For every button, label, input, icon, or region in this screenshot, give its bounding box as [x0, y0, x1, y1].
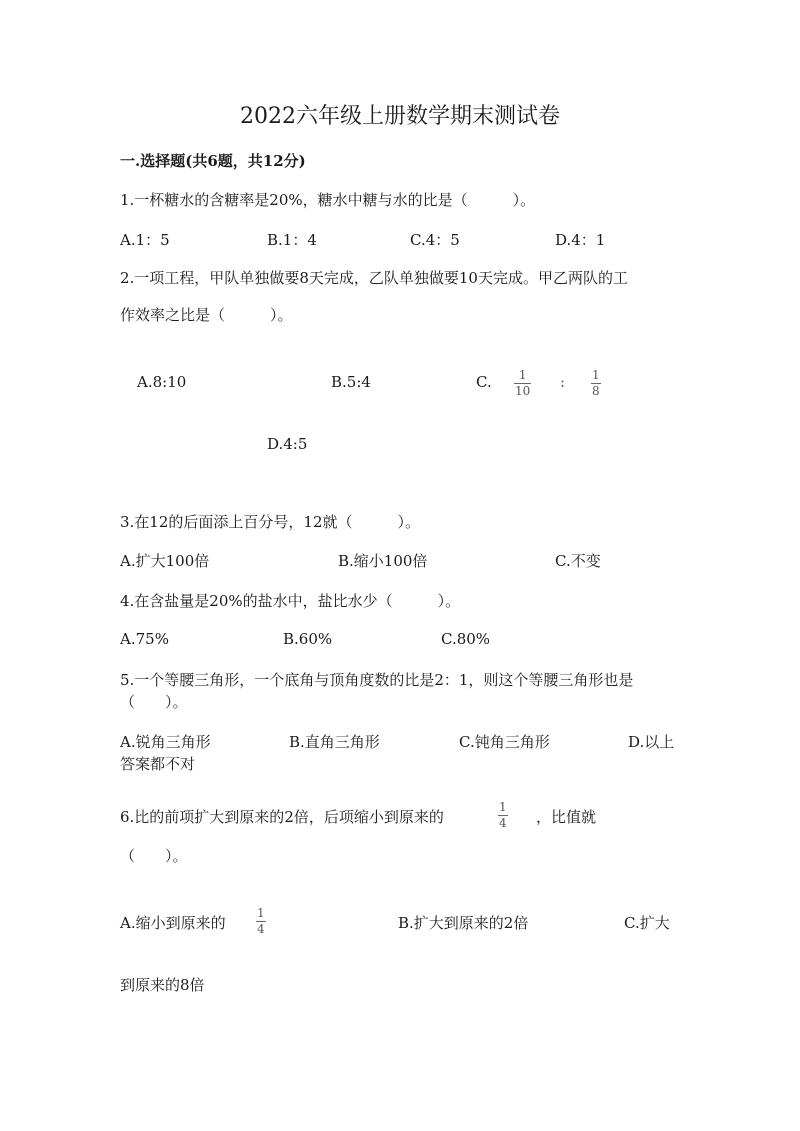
- q5-option-c[interactable]: C.钝角三角形: [459, 733, 550, 751]
- fraction-numerator: 1: [518, 368, 527, 382]
- q2-option-b[interactable]: B.5:4: [331, 373, 371, 391]
- q4-option-b[interactable]: B.60%: [283, 630, 333, 648]
- q6-option-a[interactable]: A.缩小到原来的: [120, 914, 226, 932]
- q2-option-c[interactable]: C.: [476, 373, 492, 391]
- q1-option-a[interactable]: A.1：5: [120, 231, 170, 249]
- question-6-stem-line2: （ ）。: [120, 847, 188, 865]
- q2-option-c-fraction-1: [514, 368, 531, 399]
- section-heading: 一.选择题(共6题，共12分): [120, 152, 306, 170]
- q6-option-a-fraction: [256, 906, 266, 937]
- q3-option-b[interactable]: B.缩小100倍: [338, 552, 428, 570]
- question-2-stem-line2: 作效率之比是（ ）。: [120, 306, 293, 324]
- q1-option-c[interactable]: C.4：5: [410, 231, 460, 249]
- question-6-stem-part1: 6.比的前项扩大到原来的2倍，后项缩小到原来的: [120, 808, 444, 826]
- q5-option-d-continued: 答案都不对: [120, 755, 196, 773]
- question-4-stem: 4.在含盐量是20%的盐水中，盐比水少（ ）。: [120, 592, 461, 610]
- question-2-stem-line1: 2.一项工程，甲队单独做要8天完成，乙队单独做要10天完成。甲乙两队的工: [120, 269, 628, 287]
- fraction-denominator: 4: [499, 816, 507, 830]
- page-title: 2022六年级上册数学期末测试卷: [240, 104, 560, 129]
- q5-option-d[interactable]: D.以上: [628, 733, 675, 751]
- q5-option-a[interactable]: A.锐角三角形: [120, 733, 211, 751]
- q2-option-d[interactable]: D.4:5: [267, 435, 308, 453]
- q2-option-c-fraction-2: [591, 368, 601, 399]
- fraction-denominator: 4: [257, 922, 265, 936]
- fraction-numerator: 1: [499, 800, 507, 814]
- q4-option-a[interactable]: A.75%: [120, 630, 169, 648]
- q6-option-b[interactable]: B.扩大到原来的2倍: [398, 914, 529, 932]
- q3-option-a[interactable]: A.扩大100倍: [120, 552, 210, 570]
- q2-option-a[interactable]: A.8:10: [137, 373, 187, 391]
- fraction-denominator: 8: [592, 384, 600, 398]
- q4-option-c[interactable]: C.80%: [441, 630, 491, 648]
- q5-option-b[interactable]: B.直角三角形: [289, 733, 380, 751]
- question-1-stem: 1.一杯糖水的含糖率是20%，糖水中糖与水的比是（ ）。: [120, 191, 536, 209]
- q6-option-c[interactable]: C.扩大: [624, 914, 670, 932]
- q6-option-c-continued: 到原来的8倍: [120, 976, 205, 994]
- q1-option-b[interactable]: B.1：4: [267, 231, 317, 249]
- q6-stem-fraction: [498, 800, 508, 831]
- q1-option-d[interactable]: D.4：1: [555, 231, 606, 249]
- fraction-denominator: 10: [515, 384, 531, 398]
- q2-option-c-colon: :: [560, 373, 566, 391]
- question-6-stem-part2: ，比值就: [536, 808, 597, 826]
- fraction-numerator: 1: [592, 368, 600, 382]
- question-3-stem: 3.在12的后面添上百分号，12就（ ）。: [120, 513, 420, 531]
- question-5-stem-line1: 5.一个等腰三角形，一个底角与顶角度数的比是2：1，则这个等腰三角形也是: [120, 671, 634, 689]
- fraction-numerator: 1: [257, 906, 265, 920]
- q3-option-c[interactable]: C.不变: [555, 552, 601, 570]
- question-5-stem-line2: （ ）。: [120, 693, 188, 711]
